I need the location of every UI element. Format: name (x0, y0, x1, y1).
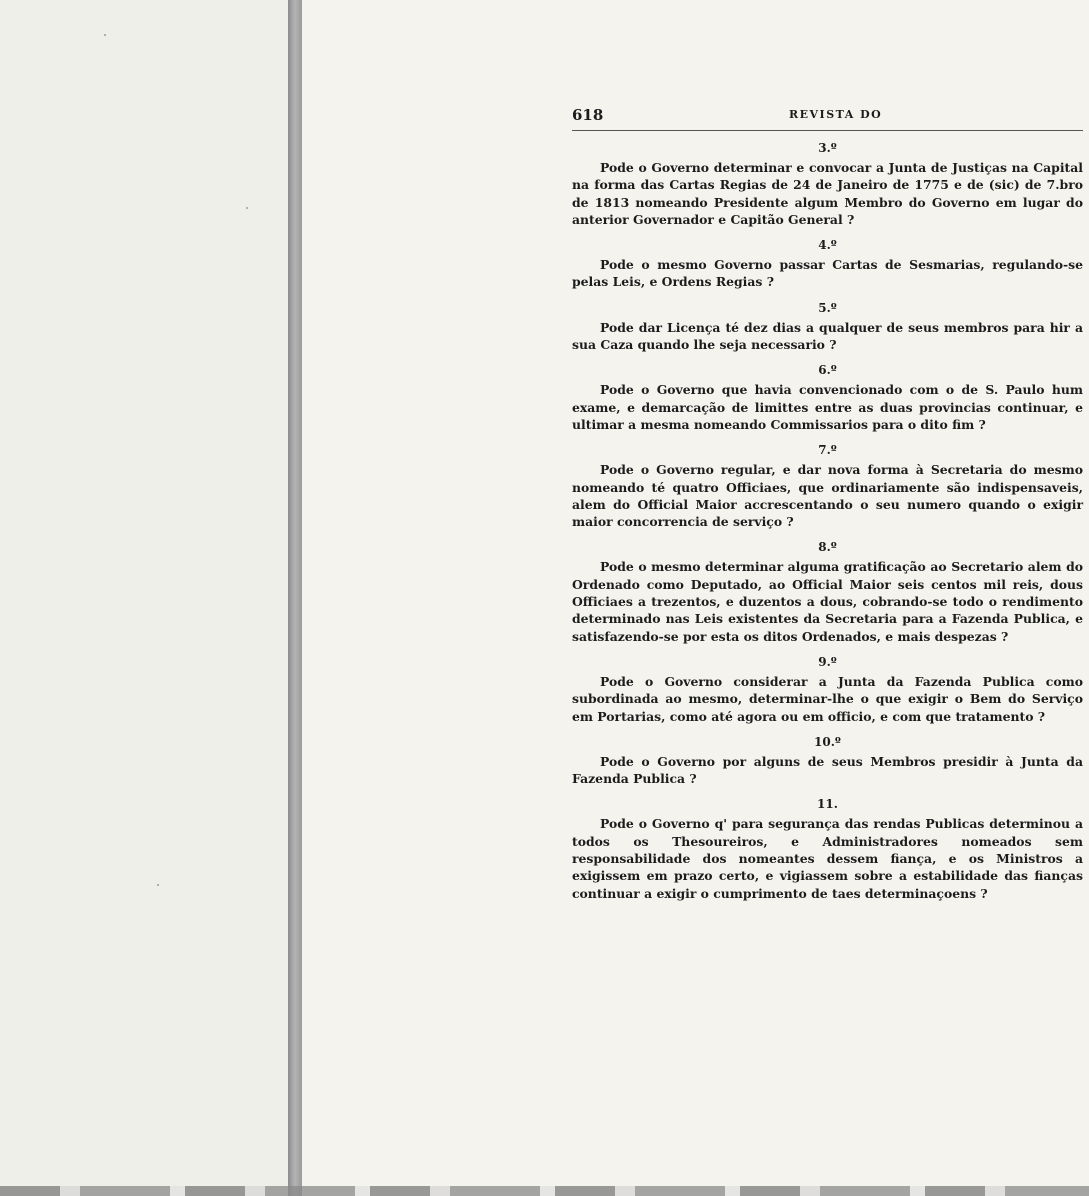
article-number: 9.º (818, 654, 837, 669)
article-text: Pode o Governo por alguns de seus Membros presidir à Junta da Fazenda Publica ? (572, 753, 1083, 787)
article-number: 3.º (818, 141, 837, 155)
article-number: 6.º (818, 363, 837, 378)
paper-speck (157, 884, 159, 886)
article-3 (572, 141, 1083, 228)
article-number: 11. (817, 797, 838, 812)
article-10 (572, 735, 1083, 788)
paper-speck (104, 34, 106, 36)
document-page (572, 104, 1083, 902)
article-8 (572, 540, 1083, 644)
article-text: Pode o mesmo Governo passar Cartas de Sesmarias, regulando-se pelas Leis, e Ordens Regias ? (572, 257, 1083, 290)
running-head: REVISTA DO (789, 108, 883, 121)
article-number: 5.º (818, 300, 837, 315)
article-number: 7.º (818, 443, 837, 458)
page-number: 618 (572, 106, 604, 124)
article-text: Pode dar Licença té dez dias a qualquer de seus membros para hir a sua Caza quando lhe seja necessario ? (572, 319, 1083, 353)
article-text: Pode o Governo considerar a Junta da Fazenda Publica como subordinada ao mesmo, determinar-lhe o que exigir o Bem do Serviço em Portarias, como até agora ou em officio, e com que tratamento ? (572, 673, 1083, 724)
article-number: 8.º (818, 540, 837, 555)
article-9 (572, 655, 1083, 725)
article-11 (572, 797, 1083, 901)
facing-page-blank (0, 0, 288, 1196)
header-rule (572, 130, 1083, 131)
paper-speck (246, 207, 248, 209)
article-5 (572, 301, 1083, 354)
article-text: Pode o Governo regular, e dar nova forma à Secretaria do mesmo nomeando té quatro Officiaes, que ordinariamente são indispensaveis, alem do Official Maior accrescentando o seu numero quando o exigir maior concorrencia de serviço ? (572, 462, 1083, 530)
page-header (572, 104, 1083, 126)
article-text: Pode o Governo que havia convencionado com o de S. Paulo hum exame, e demarcação de limittes entre as duas provincias continuar, e ultimar a mesma nomeando Commissarios para o dito fim ? (572, 382, 1083, 432)
scan-edge (0, 1186, 1089, 1196)
article-4 (572, 238, 1083, 291)
article-7 (572, 443, 1083, 530)
article-number: 4.º (818, 238, 837, 253)
article-text: Pode o Governo determinar e convocar a Junta de Justiças na Capital na forma das Cartas Regias de 24 de Janeiro de 1775 e de (sic) de 7.bro de 1813 nomeando Presidente algum Membro do Governo em lugar do anterior Governador e Capitão General ? (572, 160, 1083, 227)
article-number: 10.º (814, 734, 841, 749)
book-gutter (288, 0, 302, 1196)
article-6 (572, 363, 1083, 433)
article-text: Pode o Governo q' para segurança das rendas Publicas determinou a todos os Thesoureiros, e Administradores nomeados sem responsabilidade dos nomeantes dessem fiança, e os Ministros a exigissem em prazo certo, e vigiassem sobre a estabilidade das fianças continuar a exigir o cumprimento de taes determinaçoens ? (572, 816, 1083, 901)
article-text: Pode o mesmo determinar alguma gratificação ao Secretario alem do Ordenado como Deputado, ao Official Maior seis centos mil reis, dous Officiaes a trezentos, e duzentos a dous, cobrando-se todo o rendimento determinado nas Leis existentes da Secretaria para a Fazenda Publica, e satisfazendo-se por esta os ditos Ordenados, e mais despezas ? (572, 559, 1083, 644)
